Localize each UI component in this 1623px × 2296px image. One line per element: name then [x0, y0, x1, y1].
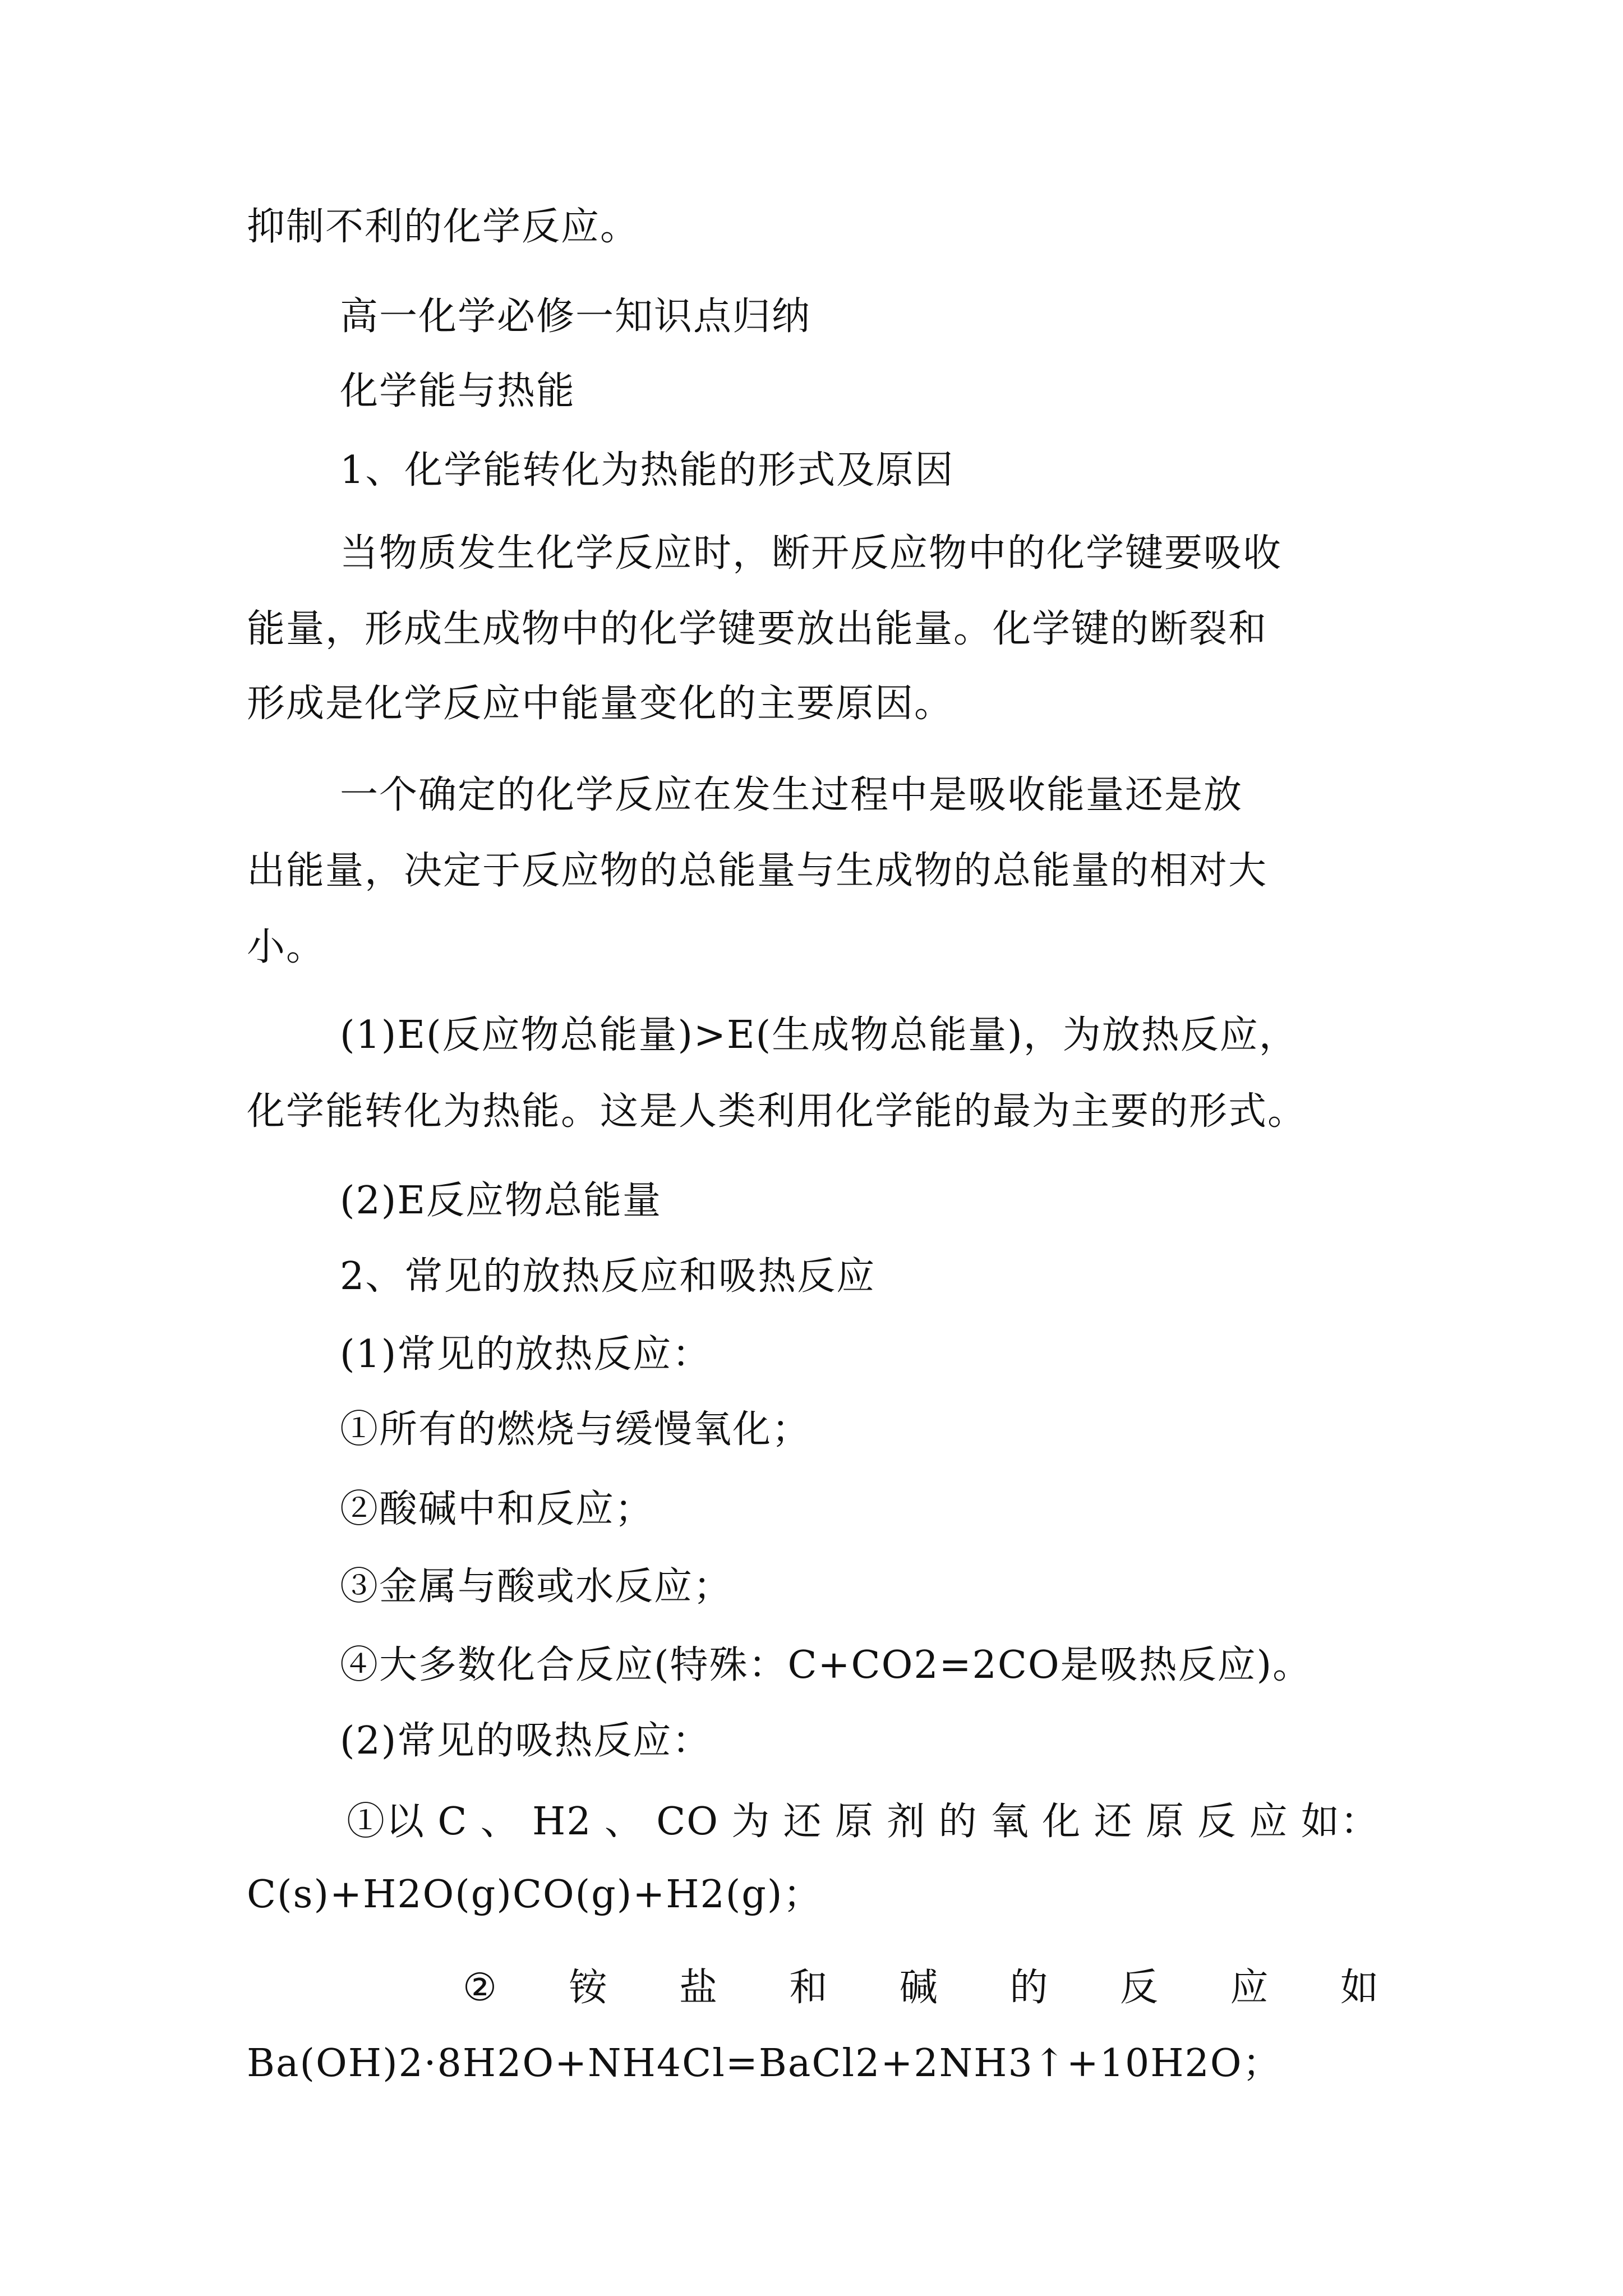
spread-token: ①以 — [347, 1800, 426, 1844]
spread-token: C — [437, 1800, 468, 1844]
spread-token: 应 — [1249, 1800, 1289, 1844]
list-heading: (1)常见的放热反应： — [340, 1332, 712, 1377]
paragraph-line: 形成是化学反应中能量变化的主要原因。 — [247, 682, 954, 726]
spread-token: 剂 — [887, 1800, 926, 1844]
spread-token: H2 — [532, 1800, 592, 1844]
spread-token: 为 — [731, 1800, 771, 1844]
paragraph-line: 出能量，决定于反应物的总能量与生成物的总能量的相对大 — [247, 849, 1268, 893]
numbered-heading: 1、化学能转化为热能的形式及原因 — [340, 448, 955, 493]
spread-token: 的 — [1009, 1966, 1049, 2010]
paragraph-line: (2)E反应物总能量 — [340, 1179, 662, 1223]
text-line: 抑制不利的化学反应。 — [247, 205, 640, 249]
spread-token: 应 — [1230, 1966, 1270, 2010]
spread-token: 盐 — [679, 1966, 718, 2010]
list-item: ④大多数化合反应(特殊：C+CO2=2CO是吸热反应)。 — [340, 1643, 1312, 1687]
list-item: ②酸碱中和反应； — [340, 1487, 654, 1531]
spread-token: 和 — [789, 1966, 829, 2010]
paragraph-line: 当物质发生化学反应时，断开反应物中的化学键要吸收 — [340, 531, 1283, 576]
paragraph-line: (1)E(反应物总能量)>E(生成物总能量)，为放热反应， — [340, 1013, 1298, 1057]
spread-token: 如 — [1340, 1966, 1380, 2010]
paragraph-line: 能量，形成生成物中的化学键要放出能量。化学键的断裂和 — [247, 607, 1268, 651]
list-item: ③金属与酸或水反应； — [340, 1565, 733, 1609]
spread-token: 、 — [480, 1800, 520, 1844]
equation-line: Ba(OH)2·8H2O+NH4Cl=BaCl2+2NH3↑+10H2O； — [247, 2041, 1282, 2086]
numbered-heading: 2、常见的放热反应和吸热反应 — [340, 1254, 876, 1299]
list-item-spread — [347, 1797, 1380, 1847]
list-heading: (2)常见的吸热反应： — [340, 1719, 712, 1763]
sub-heading: 化学能与热能 — [340, 369, 576, 413]
list-item-spread — [463, 1963, 1380, 2013]
spread-token: 、 — [604, 1800, 644, 1844]
spread-token: 碱 — [899, 1966, 939, 2010]
equation-line: C(s)+H2O(g)CO(g)+H2(g)； — [247, 1872, 823, 1917]
section-heading: 高一化学必修一知识点归纳 — [340, 295, 811, 339]
spread-token: 铵 — [569, 1966, 608, 2010]
spread-token: 反 — [1197, 1800, 1237, 1844]
spread-token: 如： — [1301, 1800, 1380, 1844]
spread-token: 原 — [1145, 1800, 1185, 1844]
paragraph-line: 化学能转化为热能。这是人类利用化学能的最为主要的形式。 — [247, 1089, 1307, 1134]
spread-token: CO — [656, 1800, 719, 1844]
spread-token: 原 — [834, 1800, 874, 1844]
spread-token: 的 — [938, 1800, 978, 1844]
spread-token: 还 — [783, 1800, 823, 1844]
paragraph-line: 一个确定的化学反应在发生过程中是吸收能量还是放 — [340, 773, 1243, 817]
paragraph-line: 小。 — [247, 925, 326, 969]
spread-token: 还 — [1094, 1800, 1133, 1844]
spread-token: 化 — [1042, 1800, 1082, 1844]
spread-token: ② — [463, 1966, 498, 2010]
spread-token: 氧 — [990, 1800, 1030, 1844]
list-item: ①所有的燃烧与缓慢氧化； — [340, 1407, 811, 1452]
spread-token: 反 — [1119, 1966, 1159, 2010]
